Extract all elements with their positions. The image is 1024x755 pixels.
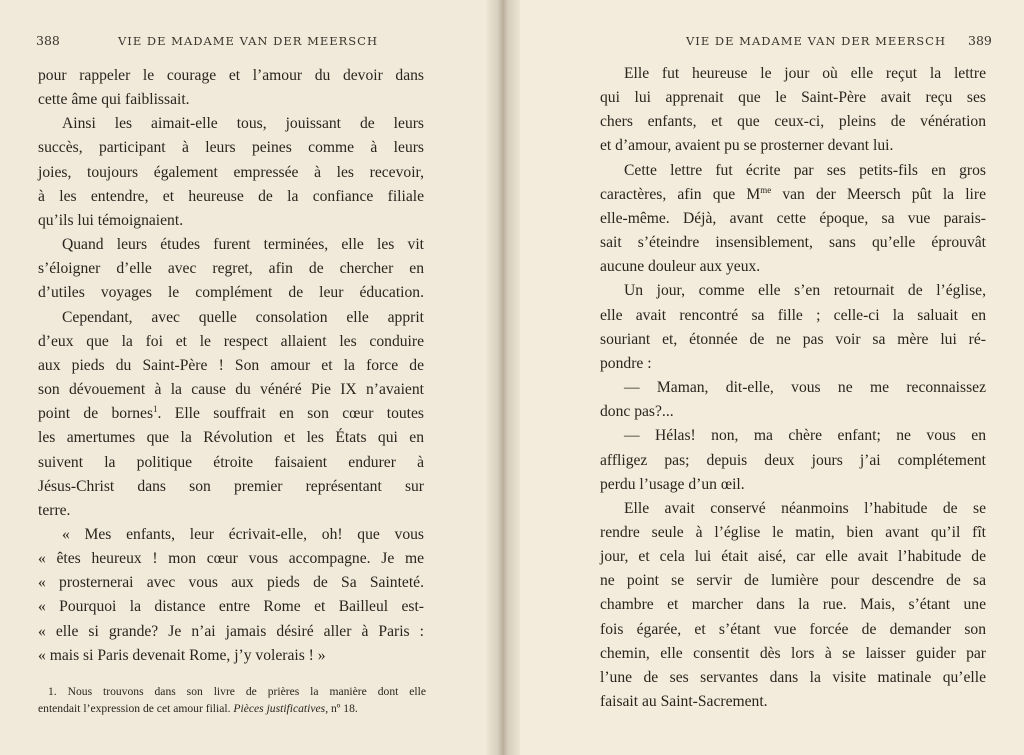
text-line: qui lui apprenait que le Saint-Père avait reçu ses xyxy=(600,89,986,107)
text-line: jour, et cela lui était aisé, car elle avait l’habitude de xyxy=(600,548,986,566)
text-fragment: , nº 18. xyxy=(325,702,358,715)
text-line: l’une de ses servantes dans la visite matinale qu’elle xyxy=(600,668,986,686)
running-head-right: VIE DE MADAME VAN DER MEERSCH xyxy=(686,34,947,48)
text-line: Ainsi les aimait-elle tous, jouissant de leurs xyxy=(62,115,424,133)
text-fragment: . Elle souffrait en son cœur toutes xyxy=(157,405,424,423)
text-line: pondre : xyxy=(600,354,652,372)
quote-line: « Mes enfants, leur écrivait-elle, oh! que vous xyxy=(62,525,424,543)
text-line: ne point se servir de lumière pour descendre de sa xyxy=(600,572,986,590)
footnote-marker: 1 xyxy=(153,404,158,414)
quote-line: « mais si Paris devenait Rome, j’y volerais ! » xyxy=(38,646,326,664)
text-line: Cependant, avec quelle consolation elle apprit xyxy=(62,308,424,326)
text-line: affligez pas; depuis deux jours j’ai complétement xyxy=(600,451,986,469)
text-line: d’eux que la foi et le respect allaient les conduire xyxy=(38,332,424,350)
text-line: aux pieds du Saint-Père ! Son amour et la force de xyxy=(38,356,424,374)
right-page xyxy=(500,0,1024,755)
text-line: Jésus-Christ dans son premier représentant sur xyxy=(38,477,424,495)
text-line: Quand leurs études furent terminées, elle les vit xyxy=(62,236,424,254)
book-gutter xyxy=(486,0,520,755)
page-number-right: 389 xyxy=(968,33,992,48)
text-line xyxy=(38,402,424,426)
text-line: donc pas?... xyxy=(600,403,674,421)
text-line: — Maman, dit-elle, vous ne me reconnaissez xyxy=(624,379,986,397)
text-line: pour rappeler le courage et l’amour du devoir dans xyxy=(38,67,424,84)
text-line: s’éloigner d’elle avec regret, afin de chercher en xyxy=(38,260,424,278)
quote-line: « êtes heureux ! mon cœur vous accompagne. Je me xyxy=(38,550,424,568)
running-head-left: VIE DE MADAME VAN DER MEERSCH xyxy=(118,34,379,48)
text-line: et d’amour, avaient pu se prosterner devant lui. xyxy=(600,137,894,155)
text-line: Elle fut heureuse le jour où elle reçut la lettre xyxy=(624,65,986,82)
text-line: Un jour, comme elle s’en retournait de l’église, xyxy=(624,282,986,300)
text-line: elle avait rencontré sa fille ; celle-ci la saluait en xyxy=(600,306,986,324)
page-number-left: 388 xyxy=(36,33,60,48)
footnote-line: 1. Nous trouvons dans son livre de prières la manière dont elle xyxy=(48,685,426,698)
footnote-source-title: Pièces justificatives xyxy=(233,702,326,715)
text-line: rendre seule à l’église le matin, bien avant qu’il fît xyxy=(600,523,986,541)
quote-line: « prosternerai avec vous aux pieds de Sa Sainteté. xyxy=(38,574,424,592)
text-line: fois égarée, et s’étant vue forcée de demander son xyxy=(600,620,986,638)
text-line: chers enfants, et que ceux-ci, pleins de vénération xyxy=(600,113,986,131)
text-fragment: caractères, afin que M xyxy=(600,185,761,203)
text-line: perdu l’usage d’un œil. xyxy=(600,475,745,493)
footnote-line xyxy=(38,700,426,717)
footnote xyxy=(38,683,426,717)
text-line: son dévouement à la cause du vénéré Pie IX n’avaient xyxy=(38,381,424,399)
text-line: d’utiles voyages le complément de leur éducation. xyxy=(38,284,424,302)
text-line: qu’ils lui témoignaient. xyxy=(38,211,184,229)
left-body-text xyxy=(38,64,424,668)
text-line: souriant et, étonnée de ne pas voir sa mère lui ré- xyxy=(600,330,986,348)
text-line: — Hélas! non, ma chère enfant; ne vous en xyxy=(624,427,986,445)
text-line: chambre et marcher dans la rue. Mais, s’étant une xyxy=(600,596,986,614)
left-page xyxy=(0,0,500,755)
quote-line: « elle si grande? Je n’ai jamais désiré aller à Paris : xyxy=(38,622,424,640)
text-line: à les entendre, et heureuse de la confiance filiale xyxy=(38,187,424,205)
text-line: cette âme qui faiblissait. xyxy=(38,91,190,109)
text-line: faisait au Saint-Sacrement. xyxy=(600,693,768,711)
text-line: suivent la politique étroite faisaient endurer à xyxy=(38,453,424,471)
text-fragment: point de bornes xyxy=(38,405,154,423)
text-line: Elle avait conservé néanmoins l’habitude de se xyxy=(624,499,986,517)
text-line: sait s’éteindre insensiblement, sans qu’elle éprouvât xyxy=(600,234,986,252)
text-line: succès, participant à leurs peines comme à leurs xyxy=(38,139,424,157)
text-line: chemin, elle consentit dès lors à se laisser guider par xyxy=(600,644,986,662)
text-line: terre. xyxy=(38,501,71,519)
quote-line: « Pourquoi la distance entre Rome et Bailleul est- xyxy=(38,598,424,616)
text-line: joies, toujours également empressée à les recevoir, xyxy=(38,163,424,181)
text-fragment: entendait l’expression de cet amour filial. xyxy=(38,702,231,715)
text-line: les amertumes que la Révolution et les États qui en xyxy=(38,429,424,447)
text-fragment: van der Meersch pût la lire xyxy=(771,185,986,203)
text-line: elle-même. Déjà, avant cette époque, sa vue parais- xyxy=(600,209,986,227)
abbrev-superscript: me xyxy=(760,184,772,195)
text-line: aucune douleur aux yeux. xyxy=(600,258,761,276)
text-line xyxy=(600,183,986,207)
right-body-text xyxy=(600,62,986,714)
text-line: Cette lettre fut écrite par ses petits-fils en gros xyxy=(624,161,986,179)
